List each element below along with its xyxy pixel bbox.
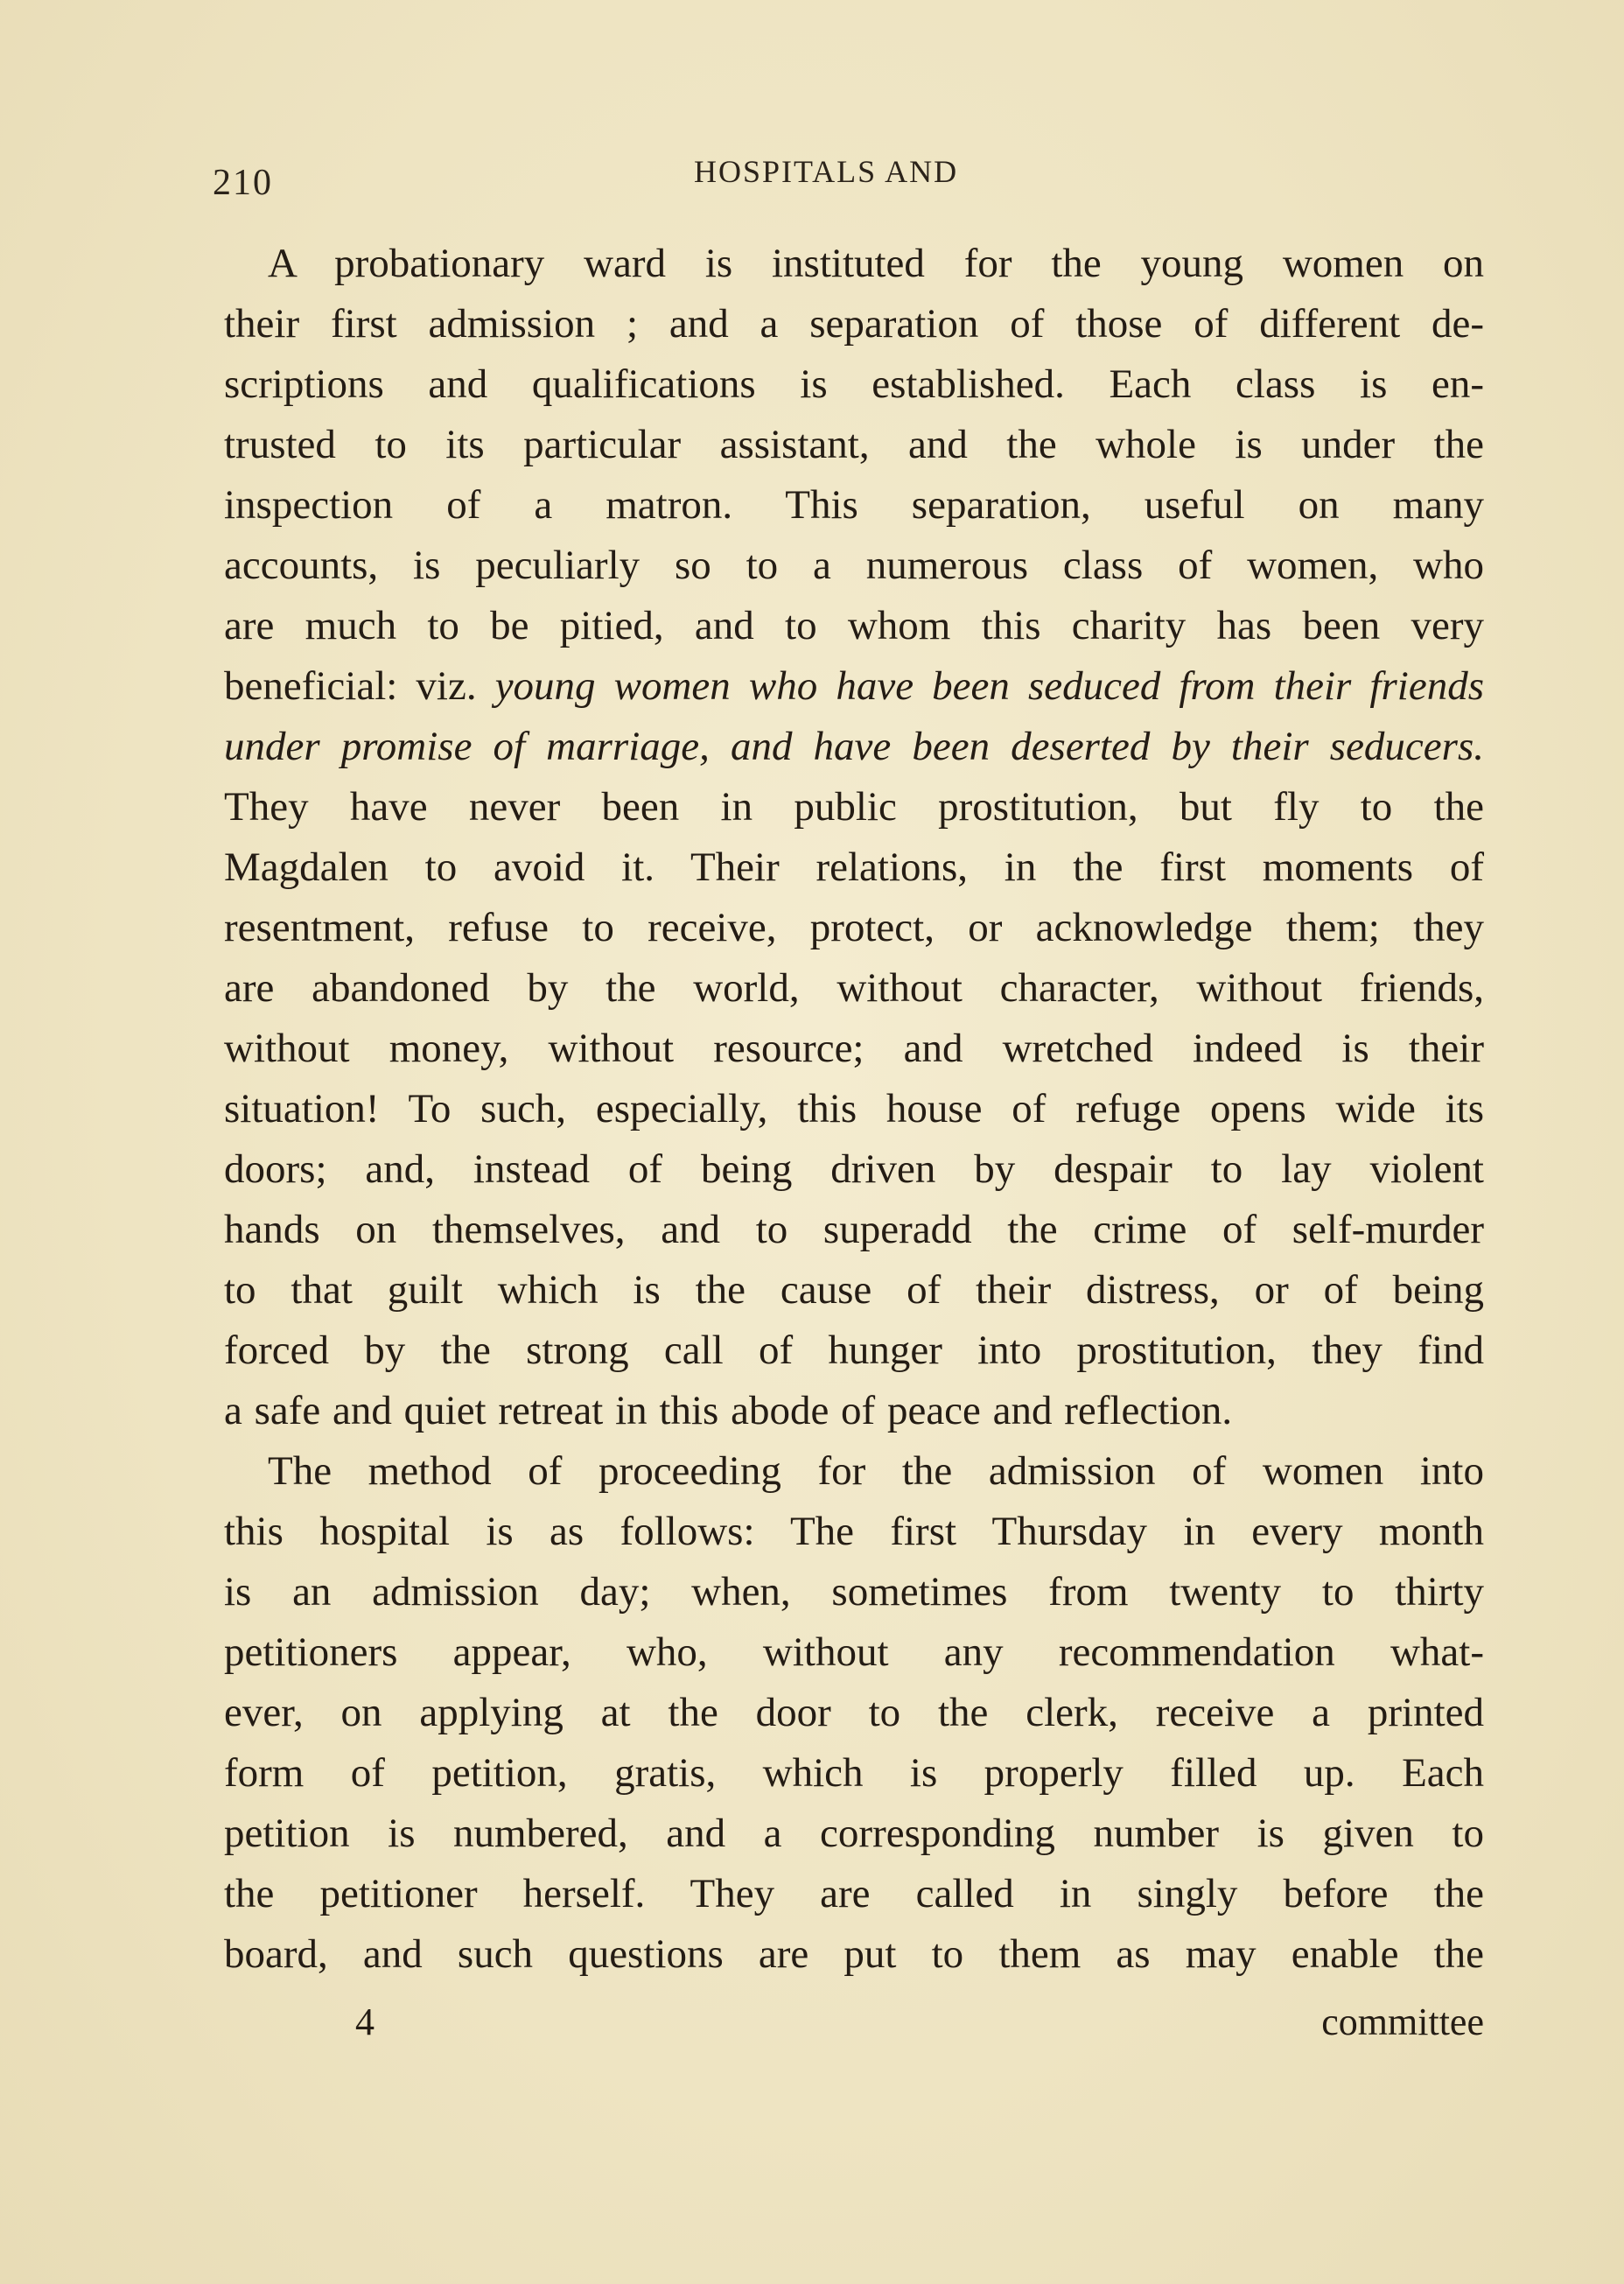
text-line-roman: beneficial: viz. bbox=[224, 663, 477, 709]
text-line: scriptions and qualifications is established. Each class is en- bbox=[224, 361, 1484, 407]
text-line: to that guilt which is the cause of their distress, or of being bbox=[224, 1267, 1484, 1313]
text-line: They have never been in public prostitution, but fly to the bbox=[224, 784, 1484, 830]
text-line: the petitioner herself. They are called in singly before the bbox=[224, 1871, 1484, 1916]
text-line: is an admission day; when, sometimes from twenty to thirty bbox=[224, 1569, 1484, 1615]
text-line: petitioners appear, who, without any recommendation what- bbox=[224, 1629, 1484, 1675]
text-line: trusted to its particular assistant, and the whole is under the bbox=[224, 422, 1484, 467]
text-line-mixed bbox=[224, 656, 1484, 717]
text-line: resentment, refuse to receive, protect, or acknowledge them; they bbox=[224, 905, 1484, 950]
text-line: are abandoned by the world, without character, without friends, bbox=[224, 965, 1484, 1011]
text-line: board, and such questions are put to them as may enable the bbox=[224, 1931, 1484, 1977]
text-line: petition is numbered, and a corresponding number is given to bbox=[224, 1811, 1484, 1856]
text-line: inspection of a matron. This separation, useful on many bbox=[224, 482, 1484, 528]
running-title: HOSPITALS AND bbox=[694, 154, 959, 189]
text-line: accounts, is peculiarly so to a numerous class of women, who bbox=[224, 543, 1484, 588]
text-line: without money, without resource; and wretched indeed is their bbox=[224, 1026, 1484, 1071]
text-line: are much to be pitied, and to whom this charity has been very bbox=[224, 603, 1484, 648]
text-line: a safe and quiet retreat in this abode of peace and reflection. bbox=[224, 1388, 1233, 1433]
text-line-italic: young women who have been seduced from their friends bbox=[494, 663, 1484, 709]
running-head bbox=[213, 144, 1481, 203]
text-line: hands on themselves, and to superadd the crime of self-murder bbox=[224, 1207, 1484, 1252]
text-line: A probationary ward is instituted for the young women on bbox=[268, 241, 1484, 286]
signature-mark: 4 bbox=[355, 2000, 374, 2043]
text-line: doors; and, instead of being driven by despair to lay violent bbox=[224, 1146, 1484, 1192]
text-line: forced by the strong call of hunger into prostitution, they find bbox=[224, 1328, 1484, 1373]
text-line-italic: under promise of marriage, and have been deserted by their seducers. bbox=[224, 724, 1484, 769]
text-line: their first admission ; and a separation of those of different de- bbox=[224, 301, 1484, 347]
body-text bbox=[224, 234, 1484, 1985]
text-line: Magdalen to avoid it. Their relations, in the first moments of bbox=[224, 844, 1484, 890]
text-line: this hospital is as follows: The first Thursday in every month bbox=[224, 1509, 1484, 1554]
text-line: form of petition, gratis, which is properly filled up. Each bbox=[224, 1750, 1484, 1796]
text-line: situation! To such, especially, this house of refuge opens wide its bbox=[224, 1086, 1484, 1131]
text-line: ever, on applying at the door to the clerk, receive a printed bbox=[224, 1690, 1484, 1735]
catchline bbox=[224, 2000, 1484, 2052]
text-line: The method of proceeding for the admission of women into bbox=[268, 1448, 1484, 1494]
catchword: committee bbox=[1321, 2000, 1484, 2043]
page-number: 210 bbox=[213, 163, 273, 203]
